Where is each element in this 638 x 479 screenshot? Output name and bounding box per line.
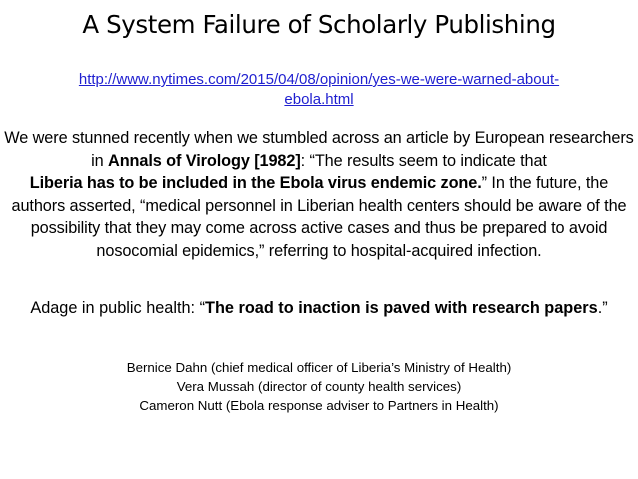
adage-saying: The road to inaction is paved with research papers <box>205 299 598 317</box>
author-line: Cameron Nutt (Ebola response adviser to Partners in Health) <box>139 398 499 413</box>
journal-reference: Annals of Virology [1982] <box>108 151 301 170</box>
quote-text-1: We were stunned recently when we stumbled across an article by European researchers in <box>4 129 634 170</box>
author-line: Vera Mussah (director of county health services) <box>176 379 462 394</box>
author-line: Bernice Dahn (chief medical officer of Liberia’s Ministry of Health) <box>126 360 512 375</box>
adage-intro: Adage in public health: “ <box>30 299 206 317</box>
source-link[interactable] <box>24 70 614 110</box>
source-link-line-2[interactable]: ebola.html <box>284 91 354 108</box>
author-list <box>20 358 618 415</box>
slide-title: A System Failure of Scholarly Publishing <box>82 10 556 39</box>
source-link-line-1[interactable]: http://www.nytimes.com/2015/04/08/opinion/yes-we-were-warned-about- <box>78 71 560 88</box>
key-finding: Liberia has to be included in the Ebola virus endemic zone. <box>29 174 482 193</box>
quote-text-2: : “The results seem to indicate that <box>300 151 547 170</box>
adage-outro: .” <box>597 299 608 317</box>
quote-text-3: ” In the future, the authors asserted, “medical personnel in Liberian health centers should be aware of the possibility that they may come across active cases and thus be prepared to avoid nosocomial epidemics,” referring to hospital-acquired infection. <box>11 174 627 260</box>
adage-paragraph <box>20 297 618 320</box>
quote-paragraph <box>2 127 636 263</box>
